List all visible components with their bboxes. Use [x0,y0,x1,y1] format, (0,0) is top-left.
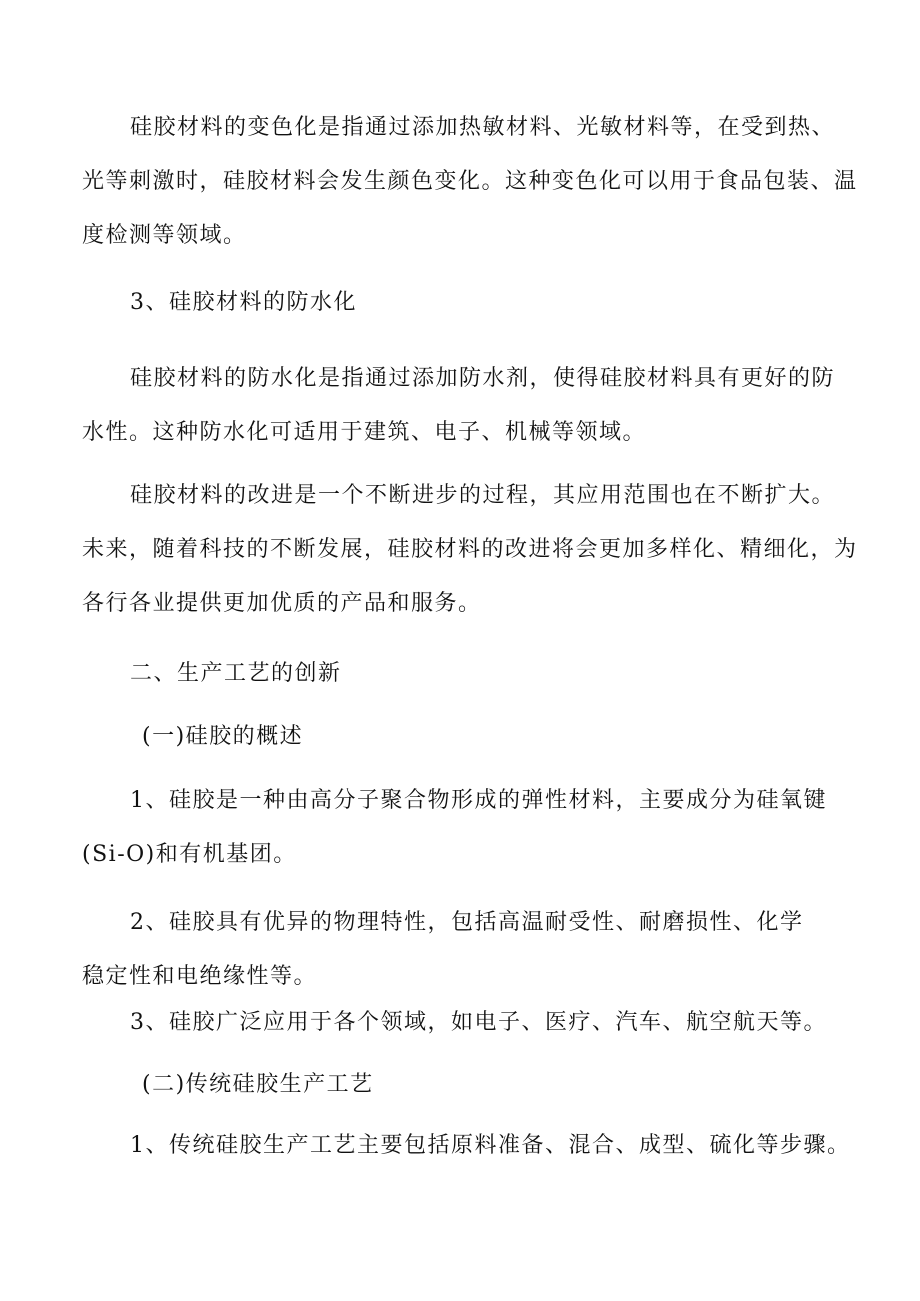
paragraph-color-change-line-1: 硅胶材料的变色化是指通过添加热敏材料、光敏材料等，在受到热、 [130,115,836,140]
paragraph-improvement-line-2: 未来，随着科技的不断发展，硅胶材料的改进将会更加多样化、精细化，为 [82,537,858,562]
item-2-line-2: 稳定性和电绝缘性等。 [82,964,318,989]
subheading-traditional-process: (二)传统硅胶生产工艺 [142,1072,374,1097]
item-2-line-1: 2、硅胶具有优异的物理特性，包括高温耐受性、耐磨损性、化学 [130,910,804,935]
paragraph-color-change-line-2: 光等刺激时，硅胶材料会发生颜色变化。这种变色化可以用于食品包装、温 [82,169,858,194]
item-4: 1、传统硅胶生产工艺主要包括原料准备、混合、成型、硫化等步骤。 [130,1133,851,1158]
paragraph-improvement-line-3: 各行各业提供更加优质的产品和服务。 [82,591,482,616]
heading-waterproof: 3、硅胶材料的防水化 [130,290,357,315]
section-heading-process-innovation: 二、生产工艺的创新 [130,661,342,686]
item-3: 3、硅胶广泛应用于各个领域，如电子、医疗、汽车、航空航天等。 [130,1010,827,1035]
item-1-line-1: 1、硅胶是一种由高分子聚合物形成的弹性材料，主要成分为硅氧键 [130,788,827,813]
item-1-line-2: (Si-O)和有机基团。 [82,842,297,867]
paragraph-waterproof-line-2: 水性。这种防水化可适用于建筑、电子、机械等领域。 [82,420,647,445]
paragraph-waterproof-line-1: 硅胶材料的防水化是指通过添加防水剂，使得硅胶材料具有更好的防 [130,366,836,391]
paragraph-color-change-line-3: 度检测等领域。 [82,223,247,248]
subheading-silicone-overview: (一)硅胶的概述 [142,724,304,749]
paragraph-improvement-line-1: 硅胶材料的改进是一个不断进步的过程，其应用范围也在不断扩大。 [130,483,836,508]
